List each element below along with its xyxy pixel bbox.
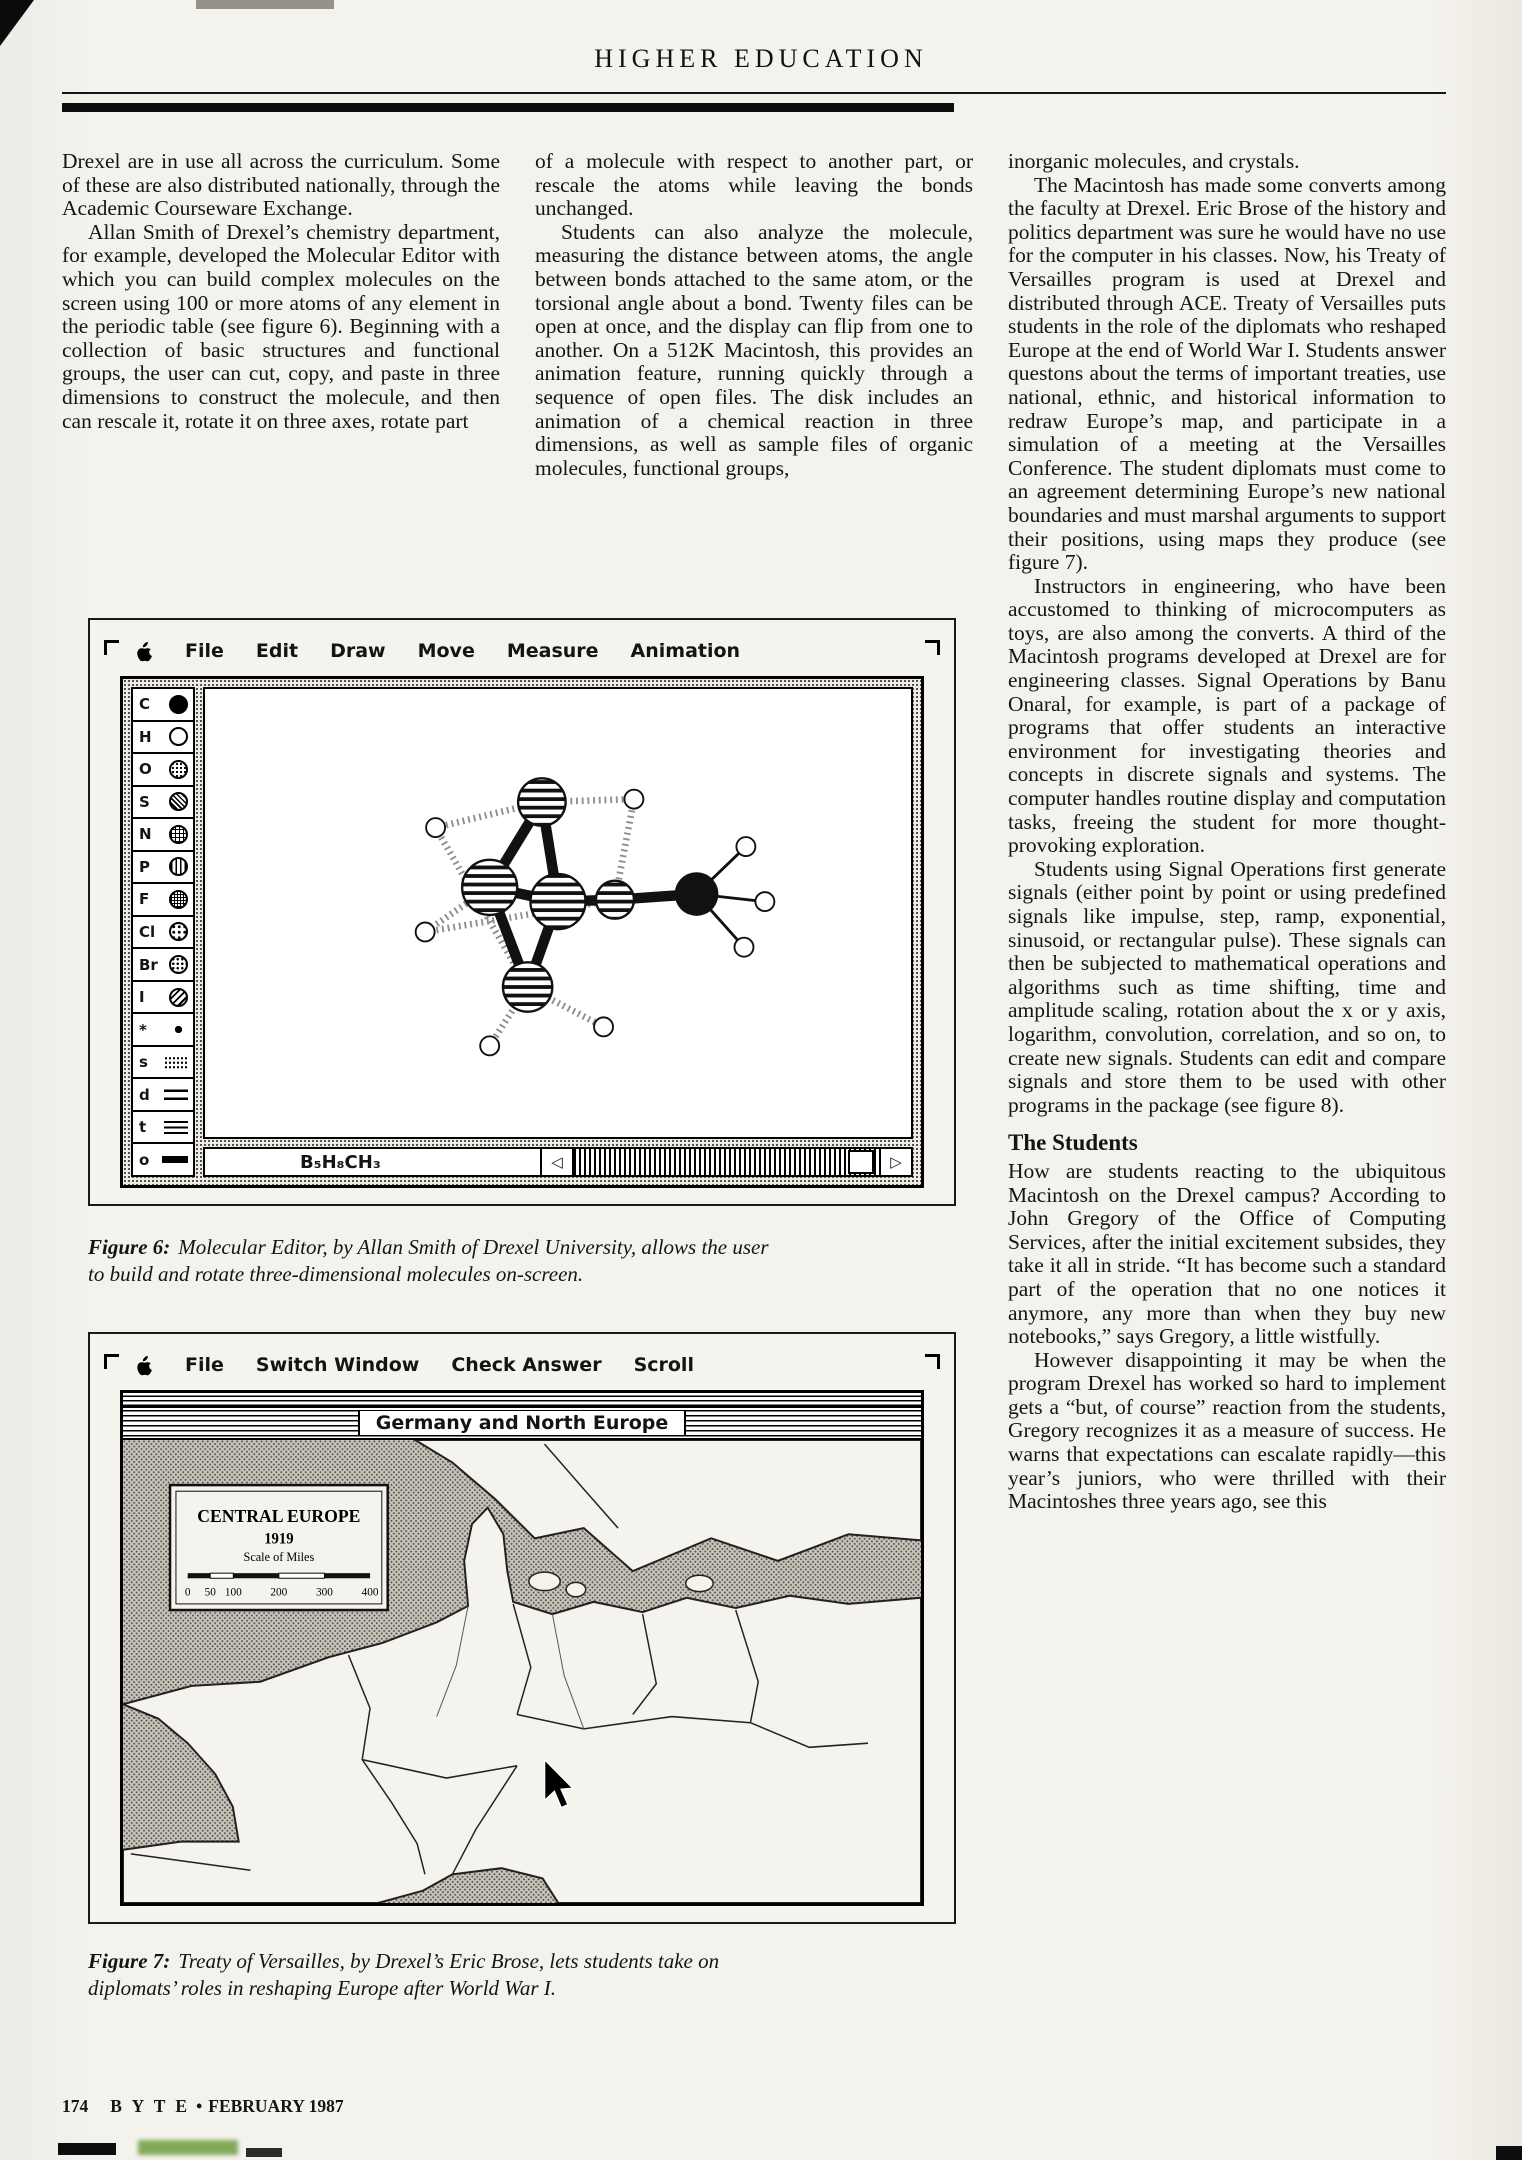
figure-6-caption-text: Molecular Editor, by Allan Smith of Drexel University, allows the user to build and rotate three-dimensional molecules on-screen. <box>88 1235 769 1286</box>
screen-corner-mark-icon <box>104 640 119 655</box>
figure-6-caption <box>88 1234 788 1287</box>
section-heading: The Students <box>1008 1130 1138 1156</box>
scan-artifact <box>246 2148 282 2157</box>
map-legend <box>170 1485 388 1610</box>
palette-item-s: S <box>133 787 193 820</box>
scrollbar-thumb <box>848 1150 874 1174</box>
molecular-editor-screen <box>120 676 924 1188</box>
small-dot-icon <box>169 1020 188 1039</box>
column-3 <box>1008 150 1446 1514</box>
page-footer <box>62 2096 344 2117</box>
solid-bar-bond-icon <box>162 1156 188 1163</box>
paragraph: Instructors in engineering, who have been accustomed to thinking of microcomputers as toys, are also among the converts. A third of the Macintosh programs developed at Drexel are for engineering classes. Signal Operations by Banu Onaral, for example, is part of a package of programs that offer students an interactive environment for investigating theories and concepts in discrete signals and systems. The computer handles routine display and computation tasks, freeing the student for more thought-provoking exploration. <box>1008 573 1446 858</box>
header-bar <box>62 103 954 112</box>
coarse-stipple-circle-icon <box>169 955 188 974</box>
solid-circle-icon <box>169 695 188 714</box>
scrollbar-track <box>572 1149 879 1175</box>
paragraph: Allan Smith of Drexel’s chemistry department, for example, developed the Molecular Editor with which you can build complex molecules on the screen using 100 or more atoms of any element in the periodic table (see figure 6). Beginning with a collection of basic structures and functional groups, the user can cut, copy, and paste in three dimensions to construct the molecule, and then can rescale it, rotate it on three axes, rotate part <box>62 219 500 433</box>
menu-item-animation: Animation <box>630 640 741 662</box>
palette-item-star: * <box>133 1014 193 1047</box>
molecule-drawing <box>205 689 911 1137</box>
scan-artifact <box>0 0 34 46</box>
molecule-canvas <box>203 687 913 1139</box>
paragraph: However disappointing it may be when the program Drexel has worked so hard to implement gets a “but, of course” reaction from the students, Gregory recognizes it as a measure of success. He warns that expectations can escalate rapidly—this year’s juniors, who were thrilled with their Macintoshes three years ago, see this <box>1008 1347 1446 1514</box>
island <box>566 1582 586 1596</box>
window-titlebar <box>123 1408 921 1440</box>
paragraph: Students using Signal Operations first generate signals (either point by point or using predefined signals like impulse, step, ramp, exponential, sinusoid, or rectangular pulse). These signals can then be subjected to mathematical operations and algorithms such as time shifting, time and amplitude scaling, rotation about the x or y axis, logarithm, convolution, correlation, and so on, to create new signals. Students can edit and compare signals and store them to be used with other programs in the package (see figure 8). <box>1008 856 1446 1117</box>
figure-6-screenshot <box>88 618 956 1206</box>
scale-tick: 0 <box>184 1586 191 1599</box>
menu-item-scroll: Scroll <box>633 1354 694 1376</box>
paragraph: The Macintosh has made some converts among the faculty at Drexel. Eric Brose of the history and politics department was sure he would have no use for the computer in his classes. Now, his Treaty of Versailles program is used at Drexel and distributed through ACE. Treaty of Versailles puts students in the role of the diplomats who reshaped Europe at the end of World War I. Students answer questons about the terms of important treaties, use national, ethnic, and historical information to redraw Europe’s map, and participate in a simulation of a meeting at the Versailles Conference. The student diplomats must come to an agreement determining Europe’s new national boundaries and must marshal arguments to support their positions, using maps they produce (see figure 7). <box>1008 172 1446 575</box>
scan-artifact <box>1496 2146 1522 2160</box>
menu-item-move: Move <box>417 640 475 662</box>
menu-item-file: File <box>185 640 224 662</box>
dotted-bond-icon <box>164 1056 188 1069</box>
hatch-circle-icon <box>169 792 188 811</box>
triple-line-bond-icon <box>164 1120 188 1134</box>
palette-item-n: N <box>133 819 193 852</box>
map-window <box>120 1390 924 1906</box>
vline-circle-icon <box>169 857 188 876</box>
open-circle-icon <box>169 727 188 746</box>
diagonal-circle-icon <box>169 988 188 1007</box>
apple-menu-icon <box>134 1355 153 1376</box>
palette-item-o-bond: o <box>133 1144 193 1175</box>
scale-tick: 100 <box>224 1586 242 1599</box>
scan-artifact <box>196 0 334 9</box>
island <box>529 1572 560 1590</box>
scale-tick: 400 <box>361 1586 379 1599</box>
grid-circle-icon <box>169 825 188 844</box>
figure-6-caption-label: Figure 6: <box>88 1235 171 1259</box>
menu-item-switch-window: Switch Window <box>255 1354 420 1376</box>
menu-item-measure: Measure <box>506 640 599 662</box>
paragraph: of a molecule with respect to another part, or rescale the atoms while leaving the bonds unchanged. <box>535 149 973 221</box>
palette-item-i: I <box>133 982 193 1015</box>
menu-item-file: File <box>185 1354 224 1376</box>
issue-date: FEBRUARY 1987 <box>208 2096 344 2116</box>
fine-grid-circle-icon <box>169 890 188 909</box>
legend-subtitle: Scale of Miles <box>243 1549 315 1564</box>
apple-menu-icon <box>134 641 153 662</box>
screen-corner-mark-icon <box>925 1354 940 1369</box>
figure-7-caption-text: Treaty of Versailles, by Drexel’s Eric Brose, lets students take on diplomats’ roles in reshaping Europe after World War I. <box>88 1949 720 2000</box>
figure-7-caption-label: Figure 7: <box>88 1949 171 1973</box>
screen-corner-mark-icon <box>925 640 940 655</box>
paragraph: How are students reacting to the ubiquitous Macintosh on the Drexel campus? According to John Gregory of the Office of Computing Services, after the initial excitement subsides, they take it all in stride. “It has become such a standard part of the operation that no one notices it anymore, any more than when they buy new notebooks,” says Gregory, a little wistfully. <box>1008 1158 1446 1349</box>
scan-artifact <box>58 2143 116 2155</box>
scale-tick: 300 <box>316 1586 333 1599</box>
palette-item-cl: Cl <box>133 917 193 950</box>
window-title: Germany and North Europe <box>358 1411 687 1435</box>
legend-year: 1919 <box>264 1531 294 1548</box>
element-palette <box>131 687 195 1177</box>
scale-tick: 50 <box>204 1586 216 1599</box>
mac-menu-bar <box>134 634 910 668</box>
formula-label: B₅H₈CH₃ <box>300 1151 381 1173</box>
screen-corner-mark-icon <box>104 1354 119 1369</box>
palette-item-br: Br <box>133 949 193 982</box>
island <box>686 1575 713 1591</box>
page-title: HIGHER EDUCATION <box>594 44 928 73</box>
figure-7-screenshot <box>88 1332 956 1924</box>
menu-item-draw: Draw <box>330 640 386 662</box>
palette-item-d-bond: d <box>133 1079 193 1112</box>
scan-artifact <box>138 2140 238 2155</box>
scroll-left-arrow-icon: ◁ <box>540 1149 572 1175</box>
footer-bullet: • <box>196 2096 203 2116</box>
mac-menu-bar <box>134 1348 910 1382</box>
header-rule <box>62 92 1446 94</box>
paragraph: Students can also analyze the molecule, measuring the distance between atoms, the angle between bonds attached to the same atom, or the torsional angle about a bond. Twenty files can be open at once, and the display can flip from one to another. On a 512K Macintosh, this provides an animation feature, running quickly through a sequence of open files. The disk includes an animation of a chemical reaction in three dimensions, as well as sample files of organic molecules, functional groups, <box>535 219 973 480</box>
palette-item-h: H <box>133 722 193 755</box>
double-line-bond-icon <box>164 1089 188 1100</box>
figure-7-caption <box>88 1948 788 2001</box>
paragraph: Drexel are in use all across the curriculum. Some of these are also distributed nationally, through the Academic Courseware Exchange. <box>62 149 500 221</box>
palette-item-t-bond: t <box>133 1112 193 1145</box>
palette-item-p: P <box>133 852 193 885</box>
column-1 <box>62 150 500 433</box>
scale-tick: 200 <box>270 1586 288 1599</box>
europe-map <box>123 1440 921 1903</box>
background-window-titlebar <box>123 1393 921 1408</box>
page-number: 174 <box>62 2096 89 2116</box>
dot-circle-icon <box>169 922 188 941</box>
palette-item-f: F <box>133 884 193 917</box>
scroll-right-arrow-icon: ▷ <box>879 1149 911 1175</box>
legend-title: CENTRAL EUROPE <box>197 1505 361 1527</box>
map-body <box>123 1440 921 1903</box>
stipple-circle-icon <box>169 760 188 779</box>
editor-bottom-bar <box>203 1147 913 1177</box>
menu-item-edit: Edit <box>255 640 299 662</box>
column-2 <box>535 150 973 480</box>
palette-item-s-bond: s <box>133 1047 193 1080</box>
paragraph: inorganic molecules, and crystals. <box>1008 149 1300 173</box>
palette-item-c: C <box>133 689 193 722</box>
magazine-name: B Y T E <box>110 2096 191 2116</box>
menu-item-check-answer: Check Answer <box>451 1354 602 1376</box>
palette-item-o: O <box>133 754 193 787</box>
